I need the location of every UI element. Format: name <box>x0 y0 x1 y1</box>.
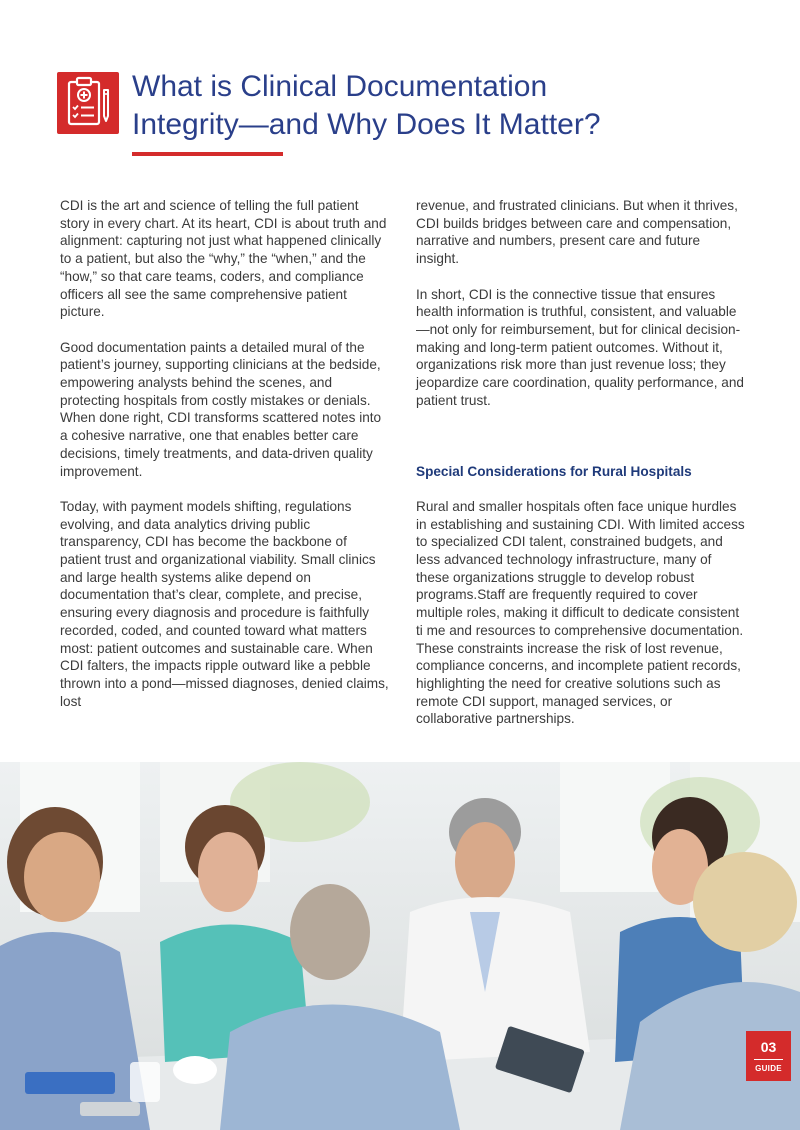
paragraph: Rural and smaller hospitals often face unique hurdles in establishing and sustaining CDI. With limited access to specialized CDI talent, constrained budgets, and less advanced technology infrastructure, many of these organizations struggle to develop robust programs.Staff are frequently required to cover multiple roles, making it difficult to dedicate consistent ti me and resources to comprehensive documentation. These constraints increase the risk of lost revenue, compliance concerns, and incomplete patient records, highlighting the need for creative solutions such as remote CDI support, managed services, or collaborative partnerships. <box>416 498 745 727</box>
team-meeting-photo <box>0 762 800 1130</box>
page-number-badge <box>746 1031 791 1081</box>
spacer <box>416 427 746 445</box>
page-title <box>132 68 752 144</box>
title-line-2: Integrity—and Why Does It Matter? <box>132 108 601 141</box>
section-subheading: Special Considerations for Rural Hospitals <box>416 463 692 479</box>
right-column <box>416 197 746 746</box>
left-column <box>60 197 390 728</box>
title-underline <box>132 152 283 156</box>
clipboard-medical-icon <box>57 72 119 134</box>
page-number: 03 <box>760 1039 777 1055</box>
badge-divider <box>754 1059 783 1060</box>
badge-label: GUIDE <box>755 1064 782 1073</box>
title-line-1: What is Clinical Documentation <box>132 70 548 103</box>
paragraph: Good documentation paints a detailed mural of the patient’s journey, supporting clinicians at the bedside, empowering analysts behind the scenes, and protecting hospitals from costly mistakes or denials. When done right, CDI transforms scattered notes into a cohesive narrative, one that enables better care decisions, timely treatments, and data-driven quality improvement. <box>60 339 382 479</box>
paragraph: Today, with payment models shifting, regulations evolving, and data analytics driving public transparency, CDI has become the backbone of patient trust and organizational viability. Small clinics and large health systems alike depend on documentation that’s clear, complete, and precise, ensuring every diagnosis and procedure is faithfully recorded, coded, and counted toward what matters most: patient outcomes and sustainable care. When CDI falters, the impacts ripple outward like a pebble thrown into a pond—missed diagnoses, denied claims, lost <box>60 498 389 709</box>
paragraph: In short, CDI is the connective tissue that ensures health information is truthful, consistent, and valuable—not only for reimbursement, but for clinical decision-making and long-term patient outcomes. Without it, organizations risk more than just revenue loss; they jeopardize care coordination, quality performance, and patient trust. <box>416 286 744 408</box>
paragraph: CDI is the art and science of telling the full patient story in every chart. At its heart, CDI is about truth and alignment: capturing not just what happened clinically to a patient, but also the “why,” the “when,” and the “how,” so that care teams, coders, and compliance officers all see the same comprehensive patient picture. <box>60 198 387 320</box>
paragraph: revenue, and frustrated clinicians. But when it thrives, CDI builds bridges between care and compensation, narrative and numbers, present care and future insight. <box>416 198 738 267</box>
